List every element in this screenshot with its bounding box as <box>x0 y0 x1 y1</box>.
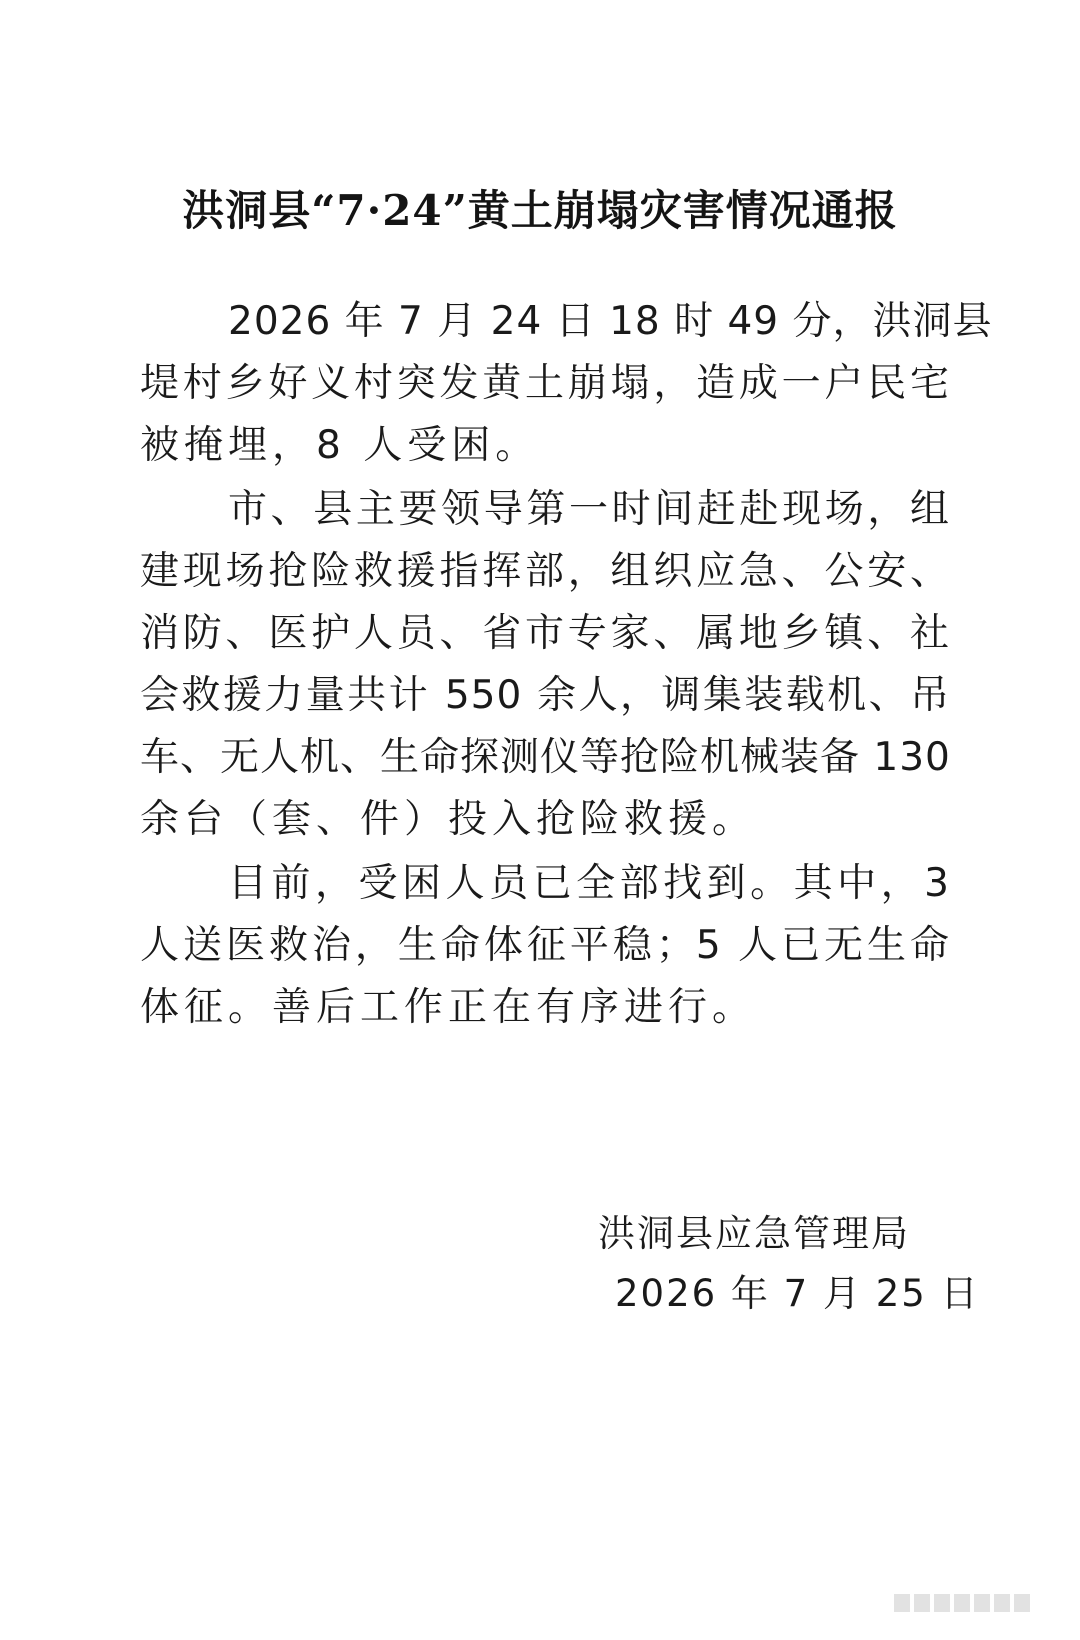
paragraph-3-line-3: 体征。善后工作正在有序进行。 <box>140 985 757 1030</box>
paragraph-1-line-2: 堤村乡好义村突发黄土崩塌，造成一户民宅 <box>140 361 950 406</box>
paragraph-1-line-3: 被掩埋，8 人受困。 <box>140 423 540 468</box>
paragraph-2-line-4: 会救援力量共计 550 余人，调集装载机、吊 <box>140 673 950 718</box>
paragraph-2-line-5: 车、无人机、生命探测仪等抢险机械装备 130 <box>140 735 951 780</box>
paragraph-3-line-2: 人送医救治，生命体征平稳；5 人已无生命 <box>140 923 950 968</box>
paragraph-2-line-3: 消防、医护人员、省市专家、属地乡镇、社 <box>140 611 950 656</box>
paragraph-1-line-1: 2026 年 7 月 24 日 18 时 49 分，洪洞县 <box>228 299 993 344</box>
issuing-organization: 洪洞县应急管理局 <box>598 1212 910 1255</box>
issue-date: 2026 年 7 月 25 日 <box>615 1272 980 1315</box>
paragraph-2-line-2: 建现场抢险救援指挥部，组织应急、公安、 <box>140 549 950 594</box>
page-title: 洪洞县“7·24”黄土崩塌灾害情况通报 <box>182 186 898 235</box>
paragraph-3-line-1: 目前，受困人员已全部找到。其中，3 <box>228 861 950 906</box>
paragraph-2-line-1: 市、县主要领导第一时间赶赴现场，组 <box>228 487 950 532</box>
watermark-mark <box>894 1590 1034 1622</box>
paragraph-2-line-6: 余台（套、件）投入抢险救援。 <box>140 797 757 842</box>
